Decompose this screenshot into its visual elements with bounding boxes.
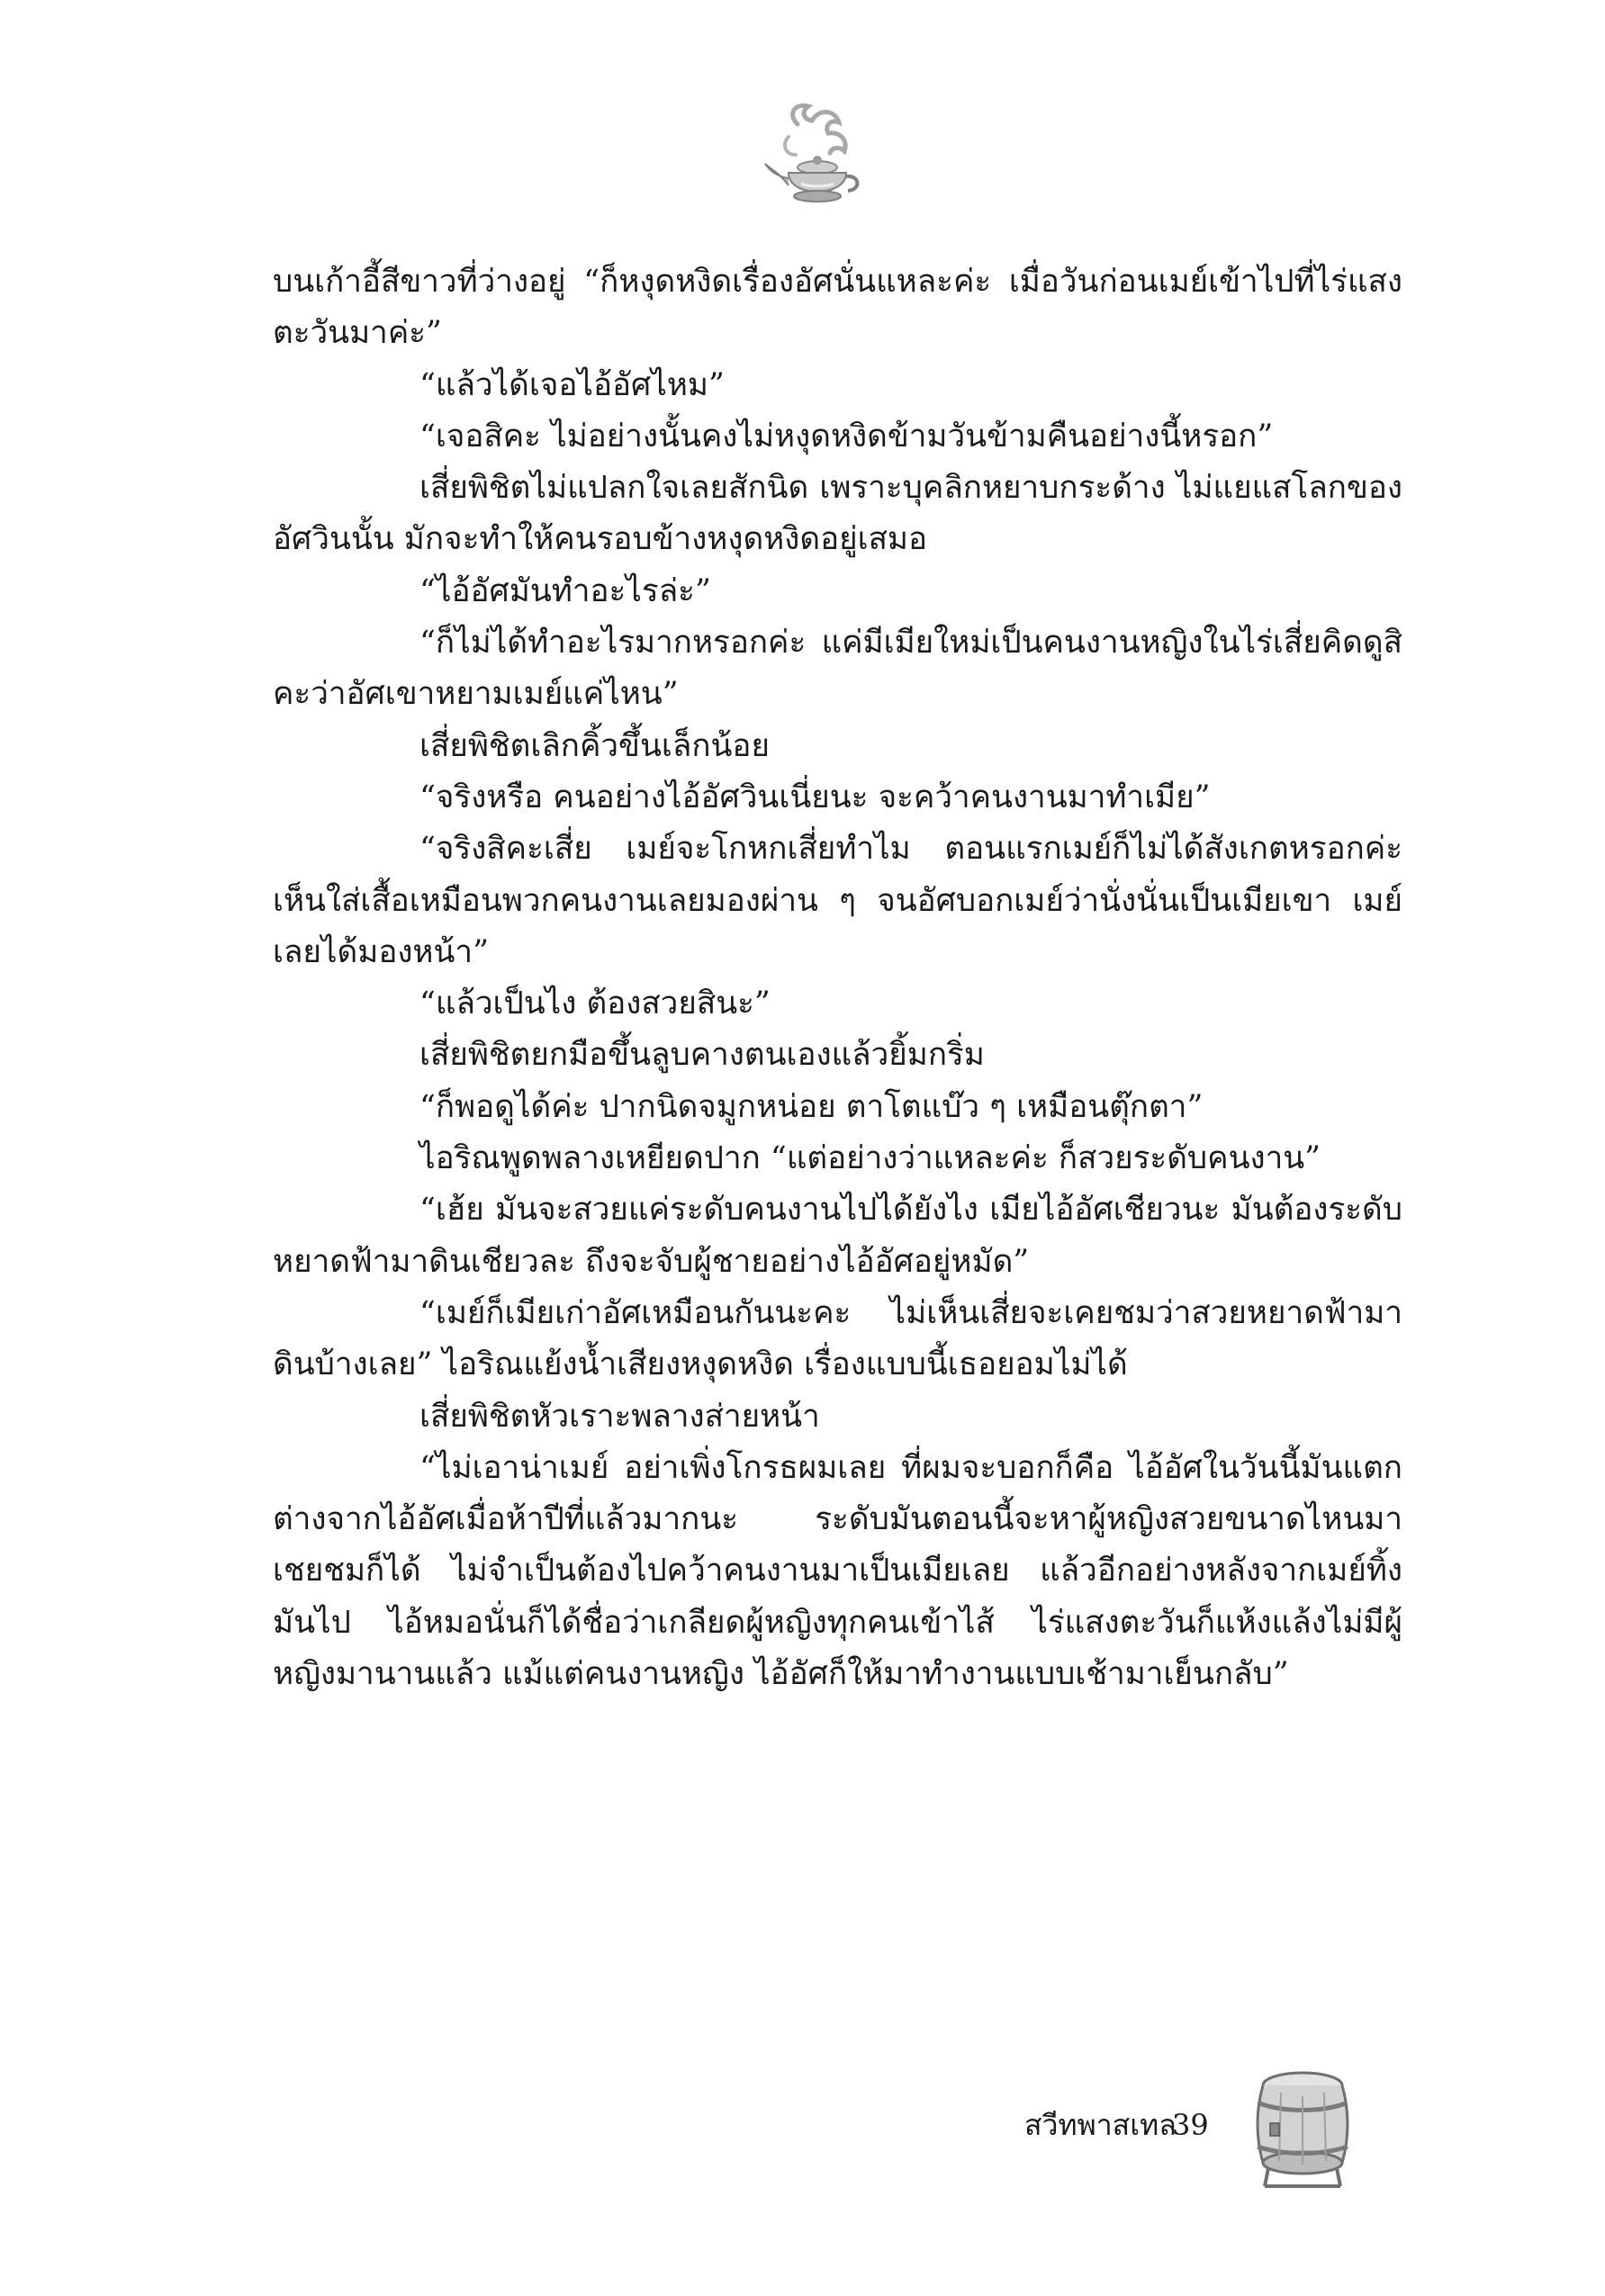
paragraph: “เมย์ก็เมียเก่าอัศเหมือนกันนะคะ ไม่เห็นเสี่ยจะเคยชมว่าสวยหยาดฟ้ามาดินบ้างเลย” ไอริณแย้งน้ำเสียงหงุดหงิด เรื่องแบบนี้เธอยอมไม่ได้ [273, 1294, 1402, 1383]
paragraph: เสี่ยพิชิตเลิกคิ้วขึ้นเล็กน้อย [419, 727, 770, 764]
body-text [273, 257, 1402, 1700]
paragraph: “ไม่เอาน่าเมย์ อย่าเพิ่งโกรธผมเลย ที่ผมจะบอกก็คือ ไอ้อัศในวันนี้มันแตกต่างจากไอ้อัศเมื่อห้าปีที่แล้วมากนะ ระดับมันตอนนี้จะหาผู้หญิงสวยขนาดไหนมาเชยชมก็ได้ ไม่จำเป็นต้องไปคว้าคนงานมาเป็นเมียเลย แล้วอีกอย่างหลังจากเมย์ทิ้งมันไป ไอ้หมอนั่นก็ได้ชื่อว่าเกลียดผู้หญิงทุกคนเข้าไส้ ไร่แสงตะวันก็แห้งแล้งไม่มีผู้หญิงมานานแล้ว แม้แต่คนงานหญิง ไอ้อัศก็ให้มาทำงานแบบเช้ามาเย็นกลับ” [273, 1449, 1402, 1693]
book-title: สวีทพาสเทล [1024, 2108, 1177, 2142]
paragraph: “ไอ้อัศมันทำอะไรล่ะ” [419, 572, 711, 609]
paragraph: “ก็ไม่ได้ทำอะไรมากหรอกค่ะ แค่มีเมียใหม่เป็นคนงานหญิงในไร่เสี่ยคิดดูสิคะว่าอัศเขาหยามเมย์แค่ไหน” [273, 625, 1402, 713]
page-footer [981, 2102, 1413, 2174]
paragraph: “แล้วได้เจอไอ้อัศไหม” [419, 366, 725, 403]
wine-barrel-icon [1249, 2066, 1357, 2192]
paragraph: บนเก้าอี้สีขาวที่ว่างอยู่ “ก็หงุดหงิดเรื่องอัศนั่นแหละค่ะ เมื่อวันก่อนเมย์เข้าไปที่ไร่แสงตะวันมาค่ะ” [273, 264, 1402, 352]
paragraph: “จริงสิคะเสี่ย เมย์จะโกหกเสี่ยทำไม ตอนแรกเมย์ก็ไม่ได้สังเกตหรอกค่ะ เห็นใส่เสื้อเหมือนพวกคนงานเลยมองผ่าน ๆ จนอัศบอกเมย์ว่านั่งนั่นเป็นเมียเขา เมย์เลยได้มองหน้า” [273, 831, 1402, 970]
paragraph: “จริงหรือ คนอย่างไอ้อัศวินเนี่ยนะ จะคว้าคนงานมาทำเมีย” [419, 779, 1211, 815]
paragraph: เสี่ยพิชิตไม่แปลกใจเลยสักนิด เพราะบุคลิกหยาบกระด้าง ไม่แยแสโลกของอัศวินนั้น มักจะทำให้คนรอบข้างหงุดหงิดอยู่เสมอ [273, 470, 1402, 558]
teapot-ornament-icon [762, 97, 870, 232]
paragraph: “ก็พอดูได้ค่ะ ปากนิดจมูกหน่อย ตาโตแบ๊ว ๆ เหมือนตุ๊กตา” [419, 1088, 1204, 1125]
paragraph: “เจอสิคะ ไม่อย่างนั้นคงไม่หงุดหงิดข้ามวันข้ามคืนอย่างนี้หรอก” [419, 418, 1274, 455]
paragraph: ไอริณพูดพลางเหยียดปาก “แต่อย่างว่าแหละค่ะ ก็สวยระดับคนงาน” [419, 1140, 1321, 1177]
paragraph: “แล้วเป็นไง ต้องสวยสินะ” [419, 986, 771, 1022]
page-number: 39 [1172, 2108, 1209, 2142]
paragraph: “เฮ้ย มันจะสวยแค่ระดับคนงานไปได้ยังไง เมียไอ้อัศเชียวนะ มันต้องระดับหยาดฟ้ามาดินเชียวละ ถึงจะจับผู้ชายอย่างไอ้อัศอยู่หมัด” [273, 1192, 1402, 1280]
paragraph: เสี่ยพิชิตยกมือขึ้นลูบคางตนเองแล้วยิ้มกริ่ม [419, 1037, 985, 1074]
paragraph: เสี่ยพิชิตหัวเราะพลางส่ายหน้า [419, 1398, 820, 1435]
